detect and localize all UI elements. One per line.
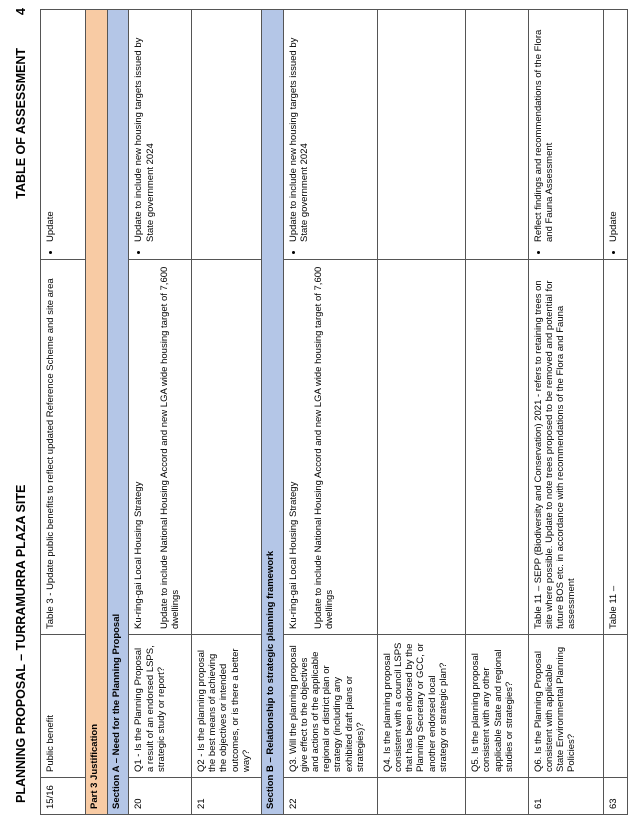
action-cell	[41, 10, 86, 260]
table-row	[283, 10, 377, 815]
reference-cell	[283, 260, 377, 635]
table-row	[191, 10, 261, 815]
row-number: 15/16	[41, 778, 86, 815]
action-cell	[191, 10, 261, 260]
action-cell	[283, 10, 377, 260]
row-number: 61	[528, 778, 603, 815]
question-cell: Q1 - Is the Planning Proposal a result of an endorsed LSPS, strategic study or report?	[129, 635, 192, 778]
action-bullet: • Update to include new housing targets issued by State government 2024	[133, 15, 155, 242]
document-title: PLANNING PROPOSAL – TURRAMURRA PLAZA SITE	[14, 484, 28, 803]
action-bullet: • Update to include new housing targets issued by State government 2024	[288, 15, 310, 242]
reference-cell: Table 11 – SEPP (Biodiversity and Conservation) 2021 - refers to retaining trees on site where possible. Update to note trees proposed to be removed and potential for future BOS etc. in accordance with recommendations of the Flora and Fauna assessment	[528, 260, 603, 635]
table-row	[377, 10, 465, 815]
action-cell	[466, 10, 529, 260]
reference-cell	[129, 260, 192, 635]
page-number: 4	[14, 8, 28, 15]
question-cell: Q2 - Is the planning proposal the best means of achieving the objectives or intended outcomes, or is there a better way?	[191, 635, 261, 778]
reference-line: Update to include National Housing Accord and new LGA wide housing target of 7,600 dwellings	[158, 266, 181, 629]
action-cell	[129, 10, 192, 260]
action-cell	[528, 10, 603, 260]
question-cell: Q6. Is the Planning Proposal consistent with applicable State Environmental Planning Policies?	[528, 635, 603, 778]
row-number: 20	[129, 778, 192, 815]
row-number: 21	[191, 778, 261, 815]
section-header-row	[262, 10, 284, 815]
table-row	[466, 10, 529, 815]
section-header-row	[107, 10, 129, 815]
question-cell: Public benefit	[41, 635, 86, 778]
question-cell: Q3. Will the planning proposal give effect to the objectives and actions of the applicable regional or district plan or strategy (including any exhibited draft plans or strategies)?	[283, 635, 377, 778]
question-cell: Q4. Is the planning proposal consistent with a council LSPS that has been endorsed by the Planning Secretary or GCC, or another endorsed local strategy or strategic plan?	[377, 635, 465, 778]
reference-cell	[466, 260, 529, 635]
row-number	[377, 778, 465, 815]
reference-cell: Table 3 - Update public benefits to reflect updated Reference Scheme and site area	[41, 260, 86, 635]
table-row	[604, 10, 628, 815]
part-header: Part 3 Justification	[86, 10, 108, 815]
row-number	[466, 778, 529, 815]
action-cell	[377, 10, 465, 260]
reference-cell	[377, 260, 465, 635]
action-bullet: • Reflect findings and recommendations of the Flora and Fauna Assessment	[533, 15, 555, 242]
action-bullet: • Update	[45, 15, 56, 242]
row-number: 22	[283, 778, 377, 815]
table-of-assessment-title: TABLE OF ASSESSMENT	[14, 48, 28, 199]
section-b-header: Section B – Relationship to strategic planning framework	[262, 10, 284, 815]
section-a-header: Section A – Need for the Planning Proposal	[107, 10, 129, 815]
reference-cell: Table 11 –	[604, 260, 628, 635]
part-header-row	[86, 10, 108, 815]
row-number: 63	[604, 778, 628, 815]
reference-line: Ku-ring-gai Local Housing Strategy	[133, 481, 145, 629]
table-row	[41, 10, 86, 815]
action-bullet: • Update	[608, 15, 619, 242]
reference-line: Update to include National Housing Accord and new LGA wide housing target of 7,600 dwellings	[312, 266, 335, 629]
action-cell	[604, 10, 628, 260]
question-cell	[604, 635, 628, 778]
assessment-table	[40, 9, 628, 815]
question-cell: Q5. Is the planning proposal consistent with any other applicable State and regional studies or strategies?	[466, 635, 529, 778]
reference-cell	[191, 260, 261, 635]
table-row	[528, 10, 603, 815]
reference-line: Ku-ring-gai Local Housing Strategy	[287, 481, 299, 629]
table-row	[129, 10, 192, 815]
